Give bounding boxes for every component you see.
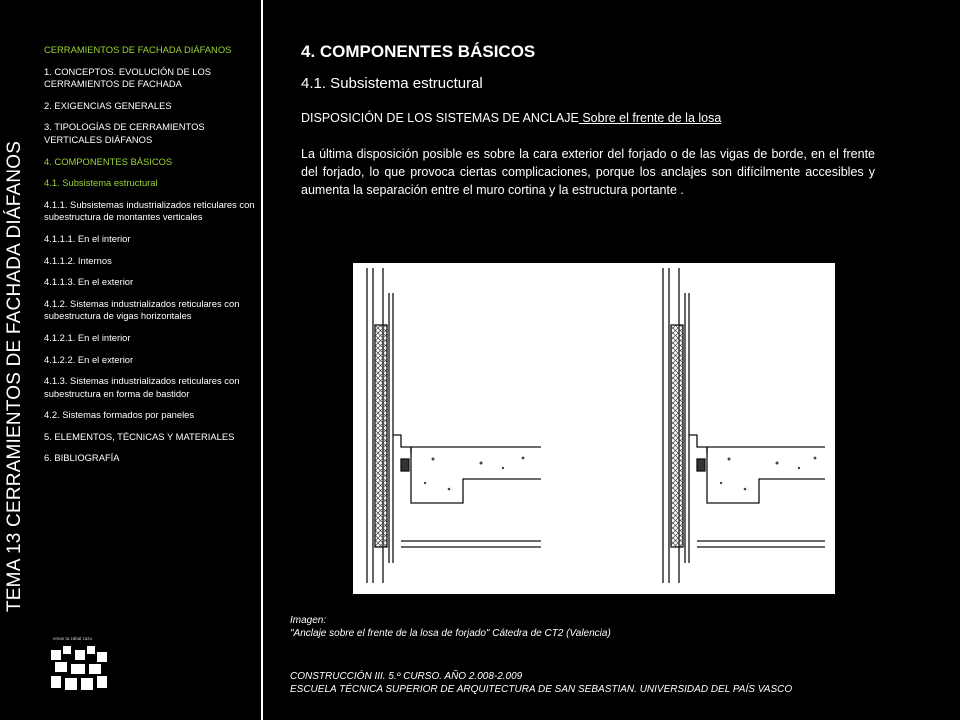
logo-emblem-icon bbox=[49, 644, 109, 696]
vertical-divider bbox=[261, 0, 263, 720]
page-title: 4. COMPONENTES BÁSICOS bbox=[301, 42, 536, 61]
nav-item-5[interactable]: 5. ELEMENTOS, TÉCNICAS Y MATERIALES bbox=[44, 430, 235, 442]
nav-item-6[interactable]: 6. BIBLIOGRAFÍA bbox=[44, 452, 120, 464]
nav-item-4-1-1-3[interactable]: 4.1.1.3. En el exterior bbox=[44, 276, 134, 288]
body-paragraph: La última disposición posible es sobre la cara exterior del forjado o de las vigas de borde, en el frente del forjado, lo que provoca ciertas complicaciones, porque los anclajes son difícilmente accesibles y aumenta la separación entre el muro cortina y la estructura portante . bbox=[301, 147, 875, 197]
caption-text: "Anclaje sobre el frente de la losa de forjado" Cátedra de CT2 (Valencia) bbox=[290, 628, 611, 639]
anchor-section-drawing bbox=[353, 263, 835, 594]
footer-course: CONSTRUCCIÓN III. 5.º CURSO. AÑO 2.008-2.009 bbox=[290, 671, 523, 682]
nav-item-4[interactable]: 4. COMPONENTES BÁSICOS bbox=[44, 155, 173, 167]
nav-item-4-1-2-1[interactable]: 4.1.2.1. En el interior bbox=[44, 331, 131, 343]
nav-item-1[interactable]: 1. CONCEPTOS. EVOLUCIÓN DE LOS CERRAMIENTOS DE FACHADA bbox=[44, 65, 212, 90]
nav-item-4-2[interactable]: 4.2. Sistemas formados por paneles bbox=[44, 409, 195, 421]
nav-item-4-1-1-2[interactable]: 4.1.1.2. Internos bbox=[44, 254, 112, 266]
nav-item-4-1-2-2[interactable]: 4.1.2.2. En el exterior bbox=[44, 353, 134, 365]
university-logo bbox=[49, 636, 109, 701]
sidebar-nav bbox=[44, 44, 259, 474]
nav-item-main-title[interactable]: CERRAMIENTOS DE FACHADA DIÁFANOS bbox=[44, 44, 232, 55]
nav-item-3[interactable]: 3. TIPOLOGÍAS DE CERRAMIENTOS VERTICALES DIÁFANOS bbox=[44, 121, 205, 145]
nav-item-4-1-2[interactable]: 4.1.2. Sistemas industrializados reticulares con subestructura de vigas horizontales bbox=[44, 297, 240, 322]
anchor-layout-sublabel: Sobre el frente de la losa bbox=[578, 111, 722, 125]
nav-item-2[interactable]: 2. EXIGENCIAS GENERALES bbox=[44, 99, 172, 111]
nav-item-4-1-1-1[interactable]: 4.1.1.1. En el interior bbox=[44, 232, 131, 244]
anchor-layout-heading bbox=[301, 111, 721, 125]
figure-caption bbox=[290, 614, 611, 640]
section-subtitle: 4.1. Subsistema estructural bbox=[301, 75, 483, 92]
course-footer bbox=[290, 670, 792, 696]
caption-title: Imagen: bbox=[290, 615, 327, 626]
nav-item-4-1-3[interactable]: 4.1.3. Sistemas industrializados reticulares con subestructura en forma de bastidor bbox=[44, 375, 240, 399]
anchor-layout-label: DISPOSICIÓN DE LOS SISTEMAS DE ANCLAJE bbox=[301, 111, 579, 125]
nav-item-4-1[interactable]: 4.1. Subsistema estructural bbox=[44, 177, 158, 189]
anchor-detail-figure bbox=[353, 263, 835, 594]
footer-school: ESCUELA TÉCNICA SUPERIOR DE ARQUITECTURA DE SAN SEBASTIAN. UNIVERSIDAD DEL PAÍS VASCO bbox=[290, 684, 793, 695]
nav-item-4-1-1[interactable]: 4.1.1. Subsistemas industrializados reticulares con subestructura de montantes verticales bbox=[44, 198, 255, 223]
vertical-title-text: TEMA 13 CERRAMIENTOS DE FACHADA DIÁFANOS bbox=[4, 140, 25, 612]
logo-tagline: eman ta zabal zazu bbox=[53, 636, 93, 641]
